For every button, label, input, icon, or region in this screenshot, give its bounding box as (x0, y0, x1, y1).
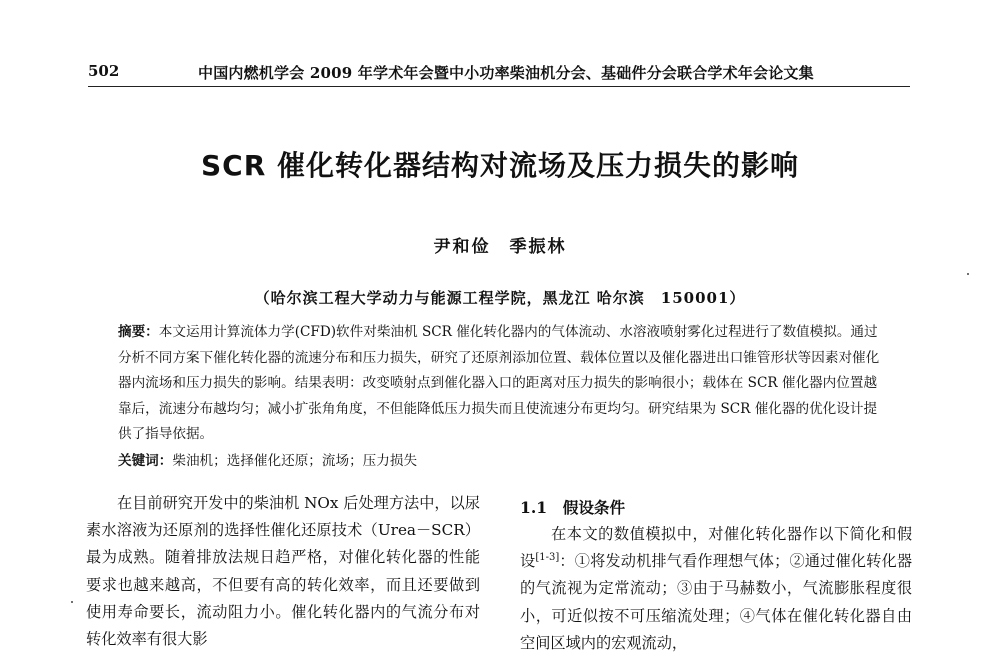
paragraph-text: 在本文的数值模拟中，对催化转化器作以下简化和假设 (520, 525, 912, 571)
keywords (118, 449, 888, 473)
body-paragraph: 在目前研究开发中的柴油机 NOx 后处理方法中，以尿素水溶液为还原剂的选择性催化还原技术（Urea－SCR）最为成熟。随着排放法规日趋严格，对催化转化器的性能要求也越来越高，不但要有高的转化效率，而且还要做到使用寿命要长，流动阻力小。催化转化器内的气流分布对转化效率有很大影 (86, 494, 480, 649)
abstract-label: 摘要： (118, 324, 159, 340)
header-rule (88, 86, 910, 87)
body-column-left (86, 490, 480, 653)
body-paragraph-right (520, 521, 912, 657)
section-heading: 1.1 假设条件 (520, 498, 626, 517)
article-title: SCR 催化转化器结构对流场及压力损失的影响 (200, 149, 800, 182)
keywords-label: 关键词： (118, 453, 173, 469)
article-authors: 尹和俭 季振林 (433, 237, 567, 257)
abstract-text: 本文运用计算流体力学(CFD)软件对柴油机 SCR 催化转化器内的气体流动、水溶液喷射雾化过程进行了数值模拟。通过分析不同方案下催化转化器的流速分布和压力损失，研究了还原剂添加位置、载体位置以及催化器进出口锥管形状等因素对催化器内流场和压力损失的影响。结果表明：改变喷射点到催化器入口的距离对压力损失的影响很小；载体在 SCR 催化器内位置越靠后，流速分布越均匀；减小扩张角角度，不但能降低压力损失而且使流速分布更均匀。研究结果为 SCR 催化器的优化设计提供了指导依据。 (118, 324, 880, 443)
paragraph-text-continued: ：①将发动机排气看作理想气体；②通过催化转化器的气流视为定常流动；③由于马赫数小，气流膨胀程度很小，可近似按不可压缩流处理；④气体在催化转化器自由空间区域内的宏观流动， (520, 552, 913, 652)
journal-title: 中国内燃机学会 2009 年学术年会暨中小功率柴油机分会、基础件分会联合学术年会论文集 (198, 64, 814, 82)
scan-speck (71, 601, 73, 603)
keywords-text: 柴油机；选择催化还原；流场；压力损失 (172, 453, 418, 469)
abstract (118, 320, 888, 448)
citation-marker: [1-3] (535, 552, 560, 564)
running-header (88, 60, 910, 86)
body-column-right (520, 494, 912, 657)
page-number: 502 (88, 62, 120, 80)
article-affiliation: （哈尔滨工程大学动力与能源工程学院，黑龙江 哈尔滨 150001） (254, 289, 746, 307)
scan-speck (967, 273, 969, 275)
